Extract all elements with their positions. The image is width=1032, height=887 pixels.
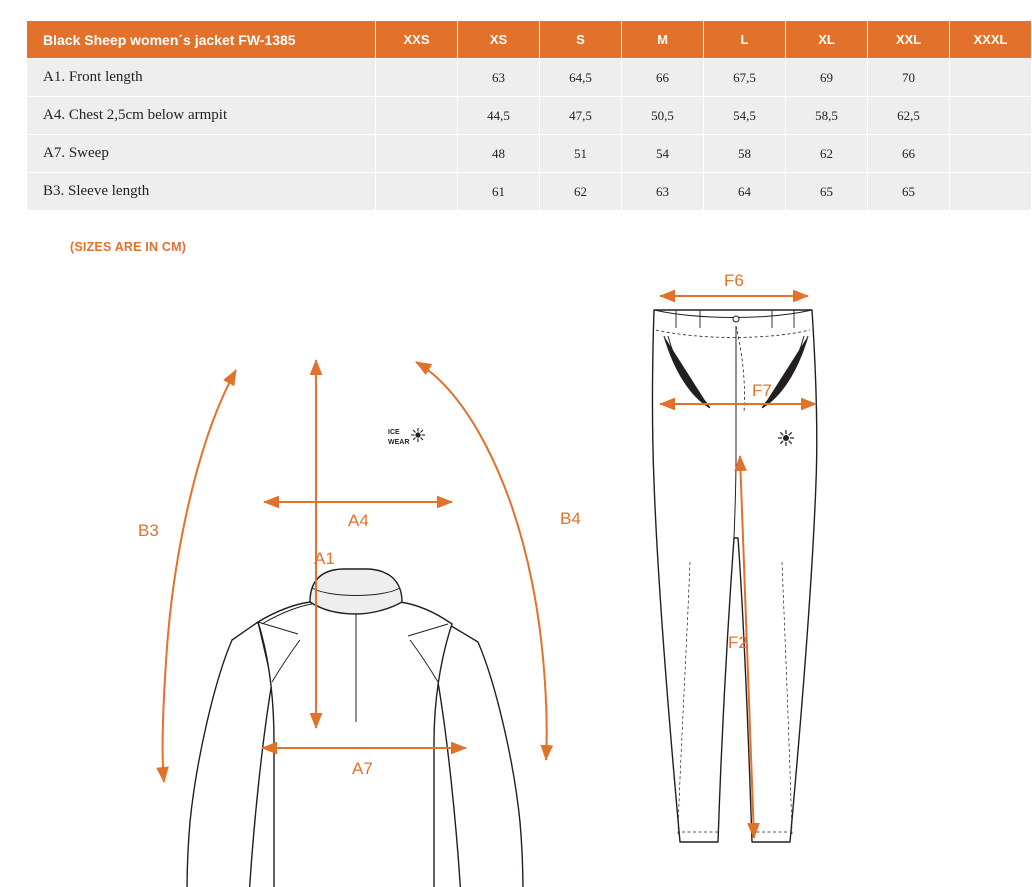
cell-a7-xxl: 66 <box>868 135 950 173</box>
measure-label-f6: F6 <box>724 271 744 290</box>
header-size-xxs: XXS <box>376 21 458 59</box>
cell-b3-xxs <box>376 173 458 211</box>
cell-a4-xs: 44,5 <box>458 97 540 135</box>
cell-a4-xxxl <box>950 97 1032 135</box>
cell-a1-xs: 63 <box>458 59 540 97</box>
cell-b3-xxl: 65 <box>868 173 950 211</box>
header-size-l: L <box>704 21 786 59</box>
jacket-drawing <box>138 360 581 887</box>
header-size-xxxl: XXXL <box>950 21 1032 59</box>
cell-a4-xxs <box>376 97 458 135</box>
measure-label-b3: B3 <box>138 521 159 540</box>
measure-a4 <box>264 502 452 530</box>
header-size-xxl: XXL <box>868 21 950 59</box>
cell-a1-xxs <box>376 59 458 97</box>
measure-f6 <box>660 271 808 296</box>
row-label-a4: A4. Chest 2,5cm below armpit <box>27 97 376 135</box>
table-row <box>27 59 1032 97</box>
cell-b3-xs: 61 <box>458 173 540 211</box>
table-row <box>27 97 1032 135</box>
measure-label-f7: F7 <box>752 381 772 400</box>
table-header-row <box>27 21 1032 59</box>
table-row <box>27 135 1032 173</box>
cell-a4-xxl: 62,5 <box>868 97 950 135</box>
header-size-s: S <box>540 21 622 59</box>
cell-a4-l: 54,5 <box>704 97 786 135</box>
measure-label-f2: F2 <box>728 633 748 652</box>
measure-label-a7: A7 <box>352 759 373 778</box>
header-size-xl: XL <box>786 21 868 59</box>
garment-diagrams <box>0 262 1032 887</box>
table-body <box>27 59 1032 211</box>
cell-a7-xxxl <box>950 135 1032 173</box>
header-size-m: M <box>622 21 704 59</box>
sun-icon <box>778 430 794 446</box>
cell-b3-xl: 65 <box>786 173 868 211</box>
table-row <box>27 173 1032 211</box>
cell-a1-l: 67,5 <box>704 59 786 97</box>
brand-logo <box>388 428 425 446</box>
size-chart-table <box>26 20 1032 211</box>
measure-label-a4: A4 <box>348 511 369 530</box>
pants-drawing <box>653 271 817 842</box>
units-note: (SIZES ARE IN CM) <box>70 240 187 254</box>
cell-b3-s: 62 <box>540 173 622 211</box>
cell-a4-xl: 58,5 <box>786 97 868 135</box>
measure-label-a1: A1 <box>314 549 335 568</box>
cell-a7-xxs <box>376 135 458 173</box>
cell-a1-xxl: 70 <box>868 59 950 97</box>
cell-a7-m: 54 <box>622 135 704 173</box>
row-label-a7: A7. Sweep <box>27 135 376 173</box>
brand-logo-line1: ICE <box>388 429 400 436</box>
cell-a7-xl: 62 <box>786 135 868 173</box>
cell-b3-m: 63 <box>622 173 704 211</box>
brand-logo-line2: WEAR <box>388 439 410 446</box>
cell-a7-s: 51 <box>540 135 622 173</box>
row-label-a1: A1. Front length <box>27 59 376 97</box>
cell-b3-l: 64 <box>704 173 786 211</box>
cell-a1-xl: 69 <box>786 59 868 97</box>
cell-a1-m: 66 <box>622 59 704 97</box>
cell-a4-s: 47,5 <box>540 97 622 135</box>
cell-a1-s: 64,5 <box>540 59 622 97</box>
cell-a1-xxxl <box>950 59 1032 97</box>
cell-b3-xxxl <box>950 173 1032 211</box>
sun-icon <box>411 428 425 442</box>
cell-a4-m: 50,5 <box>622 97 704 135</box>
table-title-cell: Black Sheep women´s jacket FW-1385 <box>27 21 376 59</box>
size-table-container <box>26 20 1006 211</box>
cell-a7-xs: 48 <box>458 135 540 173</box>
measure-label-b4: B4 <box>560 509 581 528</box>
header-size-xs: XS <box>458 21 540 59</box>
row-label-b3: B3. Sleeve length <box>27 173 376 211</box>
cell-a7-l: 58 <box>704 135 786 173</box>
table-header <box>27 21 1032 59</box>
